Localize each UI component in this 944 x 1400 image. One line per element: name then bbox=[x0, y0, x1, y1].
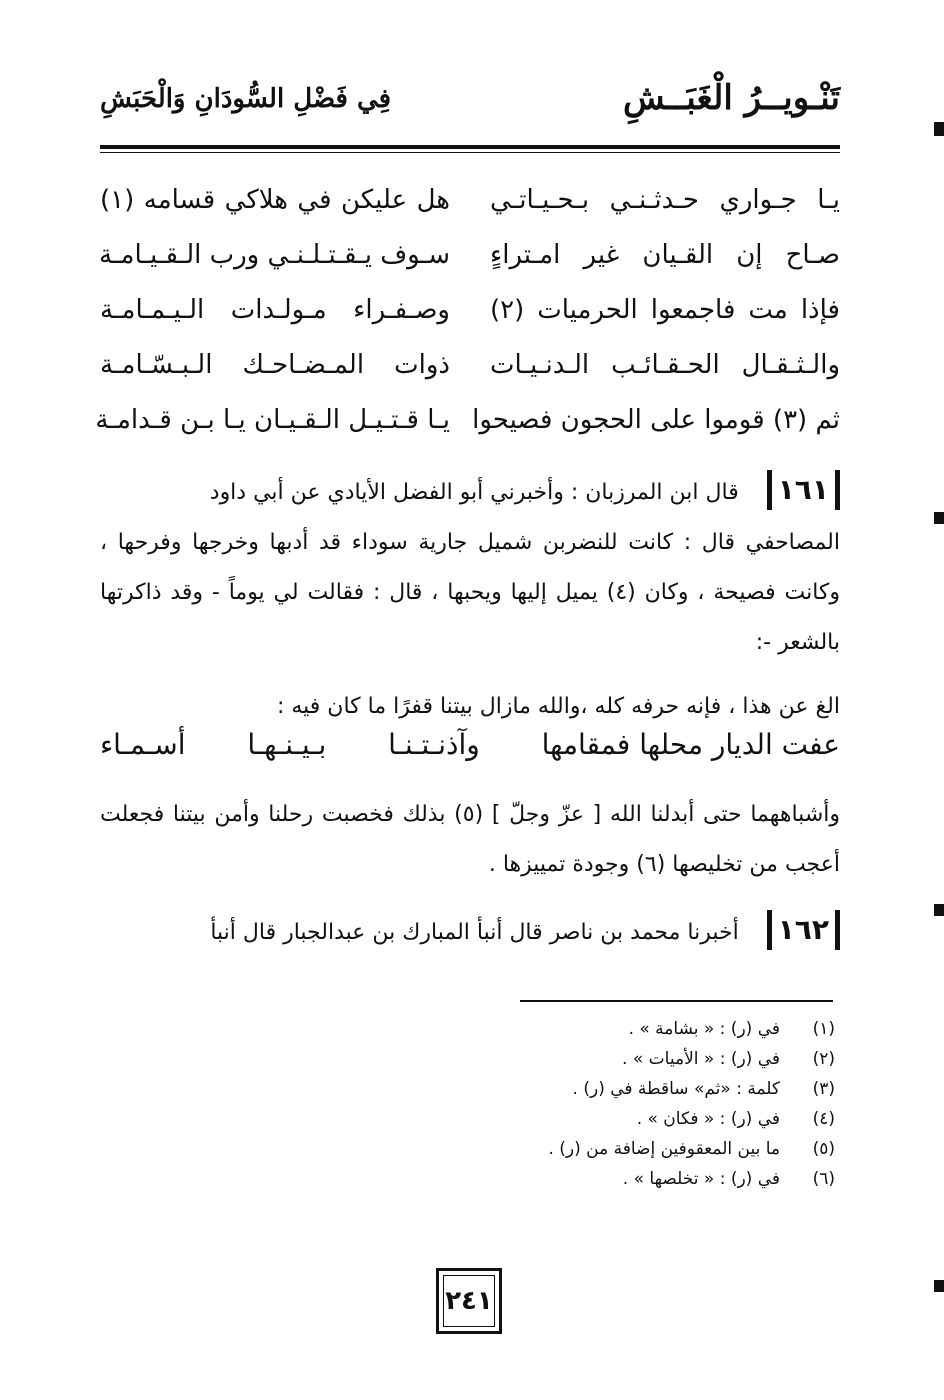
scan-edge-mark bbox=[934, 122, 944, 136]
footnote-text: في (ر) : « فكان » . bbox=[636, 1109, 780, 1129]
footnote-text: كلمة : «ثم» ساقطة في (ر) . bbox=[572, 1079, 780, 1099]
quoted-verse bbox=[100, 728, 840, 761]
verse-first-hemistich: صـاح إن القـيان غير امـتراءٍ bbox=[490, 239, 840, 270]
verse-first-hemistich: والـثـقـال الحـقـائـب الـدنـيـات bbox=[490, 349, 840, 380]
footnote-text: في (ر) : « الأميات » . bbox=[622, 1049, 780, 1069]
entry-161 bbox=[100, 458, 840, 732]
entry-161-quote: الغ عن هذا ، فإنه حرفه كله ،والله مازال بيتنا قفرًا ما كان فيه : bbox=[276, 694, 840, 719]
poem-verse bbox=[100, 282, 840, 337]
book-title: تَنْـويــرُ الْغَبَــشِ bbox=[623, 78, 840, 118]
page-number: ٢٤١ bbox=[436, 1268, 502, 1334]
poem-verse bbox=[100, 337, 840, 392]
entry-162-lead: أخبرنا محمد بن ناصر قال أنبأ المبارك بن عبدالجبار قال أنبأ bbox=[210, 920, 739, 945]
verse-second-hemistich: وصـفـراء مـولـدات الـيـمـامـة bbox=[100, 294, 450, 325]
verse-first-hemistich: ثم (٣) قوموا على الحجون فصيحوا bbox=[472, 404, 840, 435]
verse-second-hemistich: سـوف يـقـتـلـنـي ورب الـقـيـامـة bbox=[98, 239, 450, 270]
footnote-number: (٦) bbox=[812, 1169, 835, 1189]
footnote-number: (٣) bbox=[812, 1079, 835, 1099]
entry-161-lead: قال ابن المرزبان : وأخبرني أبو الفضل الأيادي عن أبي داود bbox=[209, 480, 739, 505]
footnotes bbox=[450, 1014, 835, 1194]
scan-edge-mark bbox=[934, 1280, 944, 1292]
footnote bbox=[450, 1074, 835, 1104]
entry-number-badge: ١٦٢ bbox=[767, 910, 840, 950]
verse-first-hemistich: يـا جـواري حـدثـنـي بـحـيـاتـي bbox=[490, 184, 840, 215]
verse-second-hemistich: ذوات المـضـاحـك الـبـسّـامـة bbox=[100, 349, 450, 380]
footnote bbox=[450, 1164, 835, 1194]
entry-number-badge: ١٦١ bbox=[767, 470, 840, 510]
footnote-number: (٢) bbox=[812, 1049, 835, 1069]
quoted-verse-word: وآذنـتـنـا bbox=[388, 728, 480, 761]
poem-verse bbox=[100, 227, 840, 282]
poem bbox=[95, 172, 840, 447]
quoted-verse-word: بـيـنـهـا bbox=[247, 728, 327, 761]
verse-second-hemistich: هل عليكن في هلاكي قسامه (١) bbox=[100, 184, 450, 215]
entry-161-lead-line bbox=[100, 468, 840, 518]
footnote-number: (٥) bbox=[812, 1139, 835, 1159]
footnote-rule bbox=[520, 1000, 833, 1002]
scan-edge-mark bbox=[934, 904, 944, 916]
footnote bbox=[450, 1104, 835, 1134]
footnote-number: (٤) bbox=[812, 1109, 835, 1129]
running-header bbox=[100, 78, 840, 138]
footnote-number: (١) bbox=[812, 1019, 835, 1039]
footnote bbox=[450, 1134, 835, 1164]
poem-verse bbox=[100, 172, 840, 227]
verse-second-hemistich: يـا قـتـيـل الـقـيـان يـا بـن قـدامـة bbox=[95, 404, 450, 435]
quoted-verse-first-hemistich: عفت الديار محلها فمقامها bbox=[541, 728, 840, 761]
header-rule-thin bbox=[100, 152, 840, 153]
header-rule-thick bbox=[100, 145, 840, 149]
footnote bbox=[450, 1044, 835, 1074]
entry-161-closing: وأشباههما حتى أبدلنا الله [ عزّ وجلّ ] (٥) بذلك فخصبت رحلنا وأمن بيتنا فجعلت أعجب من تخليصها (٦) وجودة تمييزها . bbox=[100, 802, 840, 877]
footnote-text: ما بين المعقوفين إضافة من (ر) . bbox=[548, 1139, 780, 1159]
footnote-text: في (ر) : « تخلصها » . bbox=[622, 1169, 780, 1189]
book-subtitle: فِي فَضْلِ السُّودَانِ وَالْحَبَشِ bbox=[100, 84, 392, 114]
scan-edge-mark bbox=[934, 512, 944, 524]
verse-first-hemistich: فإذا مت فاجمعوا الحرميات (٢) bbox=[490, 294, 840, 325]
quoted-verse-word: أسـمـاء bbox=[100, 728, 186, 761]
poem-verse bbox=[95, 392, 840, 447]
footnote bbox=[450, 1014, 835, 1044]
footnote-text: في (ر) : « بشامة » . bbox=[628, 1019, 780, 1039]
entry-161-body: المصاحفي قال : كانت للنضربن شميل جارية سوداء قد أدبها وخرجها وفرحها ، وكانت فصيحة ، وكان (٤) يميل إليها ويحبها ، قال : فقالت لي يوماً - وقد ذاكرتها بالشعر -: bbox=[100, 530, 841, 655]
entry-162 bbox=[100, 908, 840, 958]
